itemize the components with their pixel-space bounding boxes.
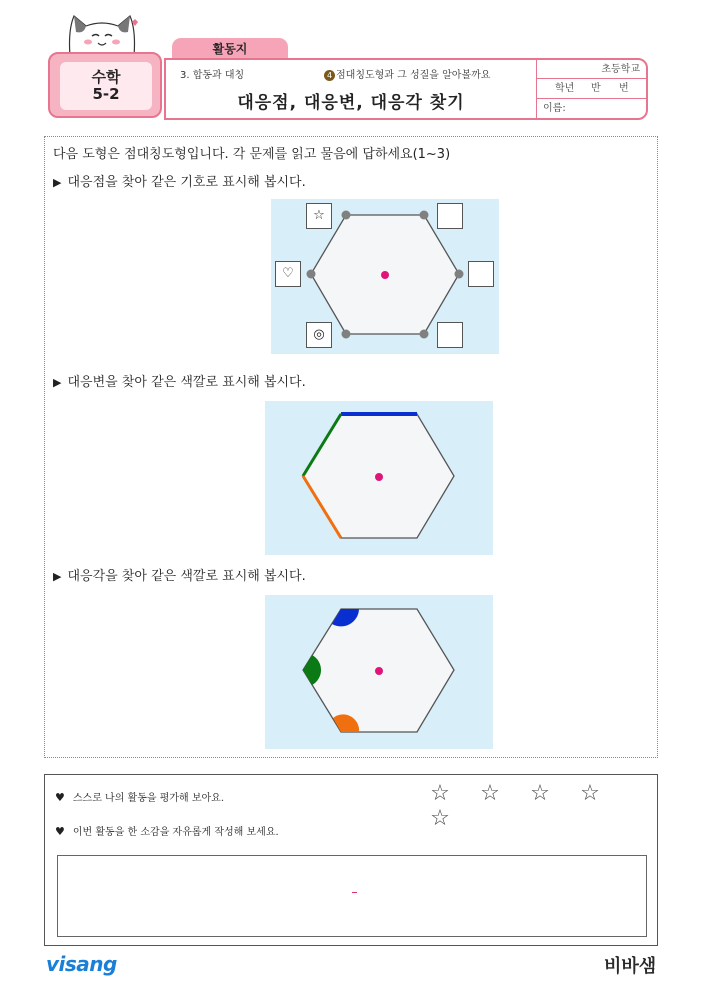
vertex-top-right (420, 211, 429, 220)
cursor-mark (352, 892, 357, 893)
lesson-text: 점대칭도형과 그 성질을 알아볼까요 (336, 70, 491, 81)
visang-logo: visang (46, 952, 117, 976)
point-label-bottom-right[interactable] (437, 322, 463, 348)
unit-label: 3. 합동과 대칭 (180, 70, 245, 81)
page-title: 대응점, 대응변, 대응각 찾기 (237, 93, 465, 113)
question-3-text: 대응각을 찾아 같은 색깔로 표시해 봅시다. (67, 569, 306, 584)
subject-label: 수학 (91, 68, 121, 86)
self-evaluation (44, 774, 658, 946)
heart-icon: ♥ (55, 825, 65, 838)
vertex-left (307, 270, 316, 279)
star-2-icon[interactable]: ☆ (480, 781, 500, 806)
title-panel (164, 58, 648, 120)
lesson-label (324, 66, 490, 81)
bullet-icon: ▶ (53, 570, 62, 583)
figure-corresponding-angles (265, 595, 493, 749)
hexagon-angles-diagram (265, 595, 493, 749)
figure-corresponding-points (271, 199, 499, 354)
bullet-icon: ▶ (53, 376, 62, 389)
point-label-top-left[interactable]: ☆ (306, 203, 332, 229)
heart-icon: ♥ (55, 791, 65, 804)
class-label: 반 (591, 83, 601, 95)
feeling-prompt (55, 823, 279, 838)
worksheet-content (44, 136, 658, 758)
question-2 (53, 371, 306, 390)
feeling-text: 이번 활동을 한 소감을 자유롭게 작성해 보세요. (72, 827, 279, 838)
grade-class-field[interactable] (537, 79, 646, 98)
grade-label: 학년 (555, 83, 575, 95)
vertex-bottom-right (420, 330, 429, 339)
subject-badge (48, 52, 162, 118)
star-4-icon[interactable]: ☆ (580, 781, 600, 806)
activity-tab: 활동지 (172, 38, 288, 60)
point-label-right[interactable] (468, 261, 494, 287)
question-1-text: 대응점을 찾아 같은 기호로 표시해 봅시다. (67, 175, 306, 190)
self-eval-text: 스스로 나의 활동을 평가해 보아요. (72, 793, 225, 804)
vertex-bottom-left (342, 330, 351, 339)
center-point (381, 271, 389, 279)
bullet-icon: ▶ (53, 176, 62, 189)
lesson-number-badge: 4 (324, 70, 335, 81)
vertex-right (455, 270, 464, 279)
figure-corresponding-sides (265, 401, 493, 555)
vertex-top-left (342, 211, 351, 220)
student-info (536, 60, 646, 118)
cat-mascot-icon (62, 12, 142, 56)
vivasam-logo: 비바샘 (604, 956, 657, 977)
question-3 (53, 565, 306, 584)
star-3-icon[interactable]: ☆ (530, 781, 550, 806)
star-5-icon[interactable]: ☆ (430, 806, 450, 831)
point-label-top-right[interactable] (437, 203, 463, 229)
hexagon-sides-diagram (265, 401, 493, 555)
grade-term-label: 5-2 (92, 85, 120, 103)
number-label: 번 (619, 83, 629, 95)
question-2-text: 대응변을 찾아 같은 색깔로 표시해 봅시다. (67, 375, 306, 390)
name-field[interactable]: 이름: (543, 102, 566, 114)
center-point (375, 473, 383, 481)
star-1-icon[interactable]: ☆ (430, 781, 450, 806)
center-point (375, 667, 383, 675)
point-label-left[interactable]: ♡ (275, 261, 301, 287)
question-1 (53, 171, 306, 190)
school-field[interactable]: 초등학교 (537, 60, 646, 79)
feeling-input-box[interactable] (57, 855, 647, 937)
star-rating (415, 781, 657, 831)
instruction: 다음 도형은 점대칭도형입니다. 각 문제를 읽고 물음에 답하세요(1~3) (53, 147, 451, 162)
point-label-bottom-left[interactable]: ◎ (306, 322, 332, 348)
self-eval-prompt (55, 789, 224, 804)
